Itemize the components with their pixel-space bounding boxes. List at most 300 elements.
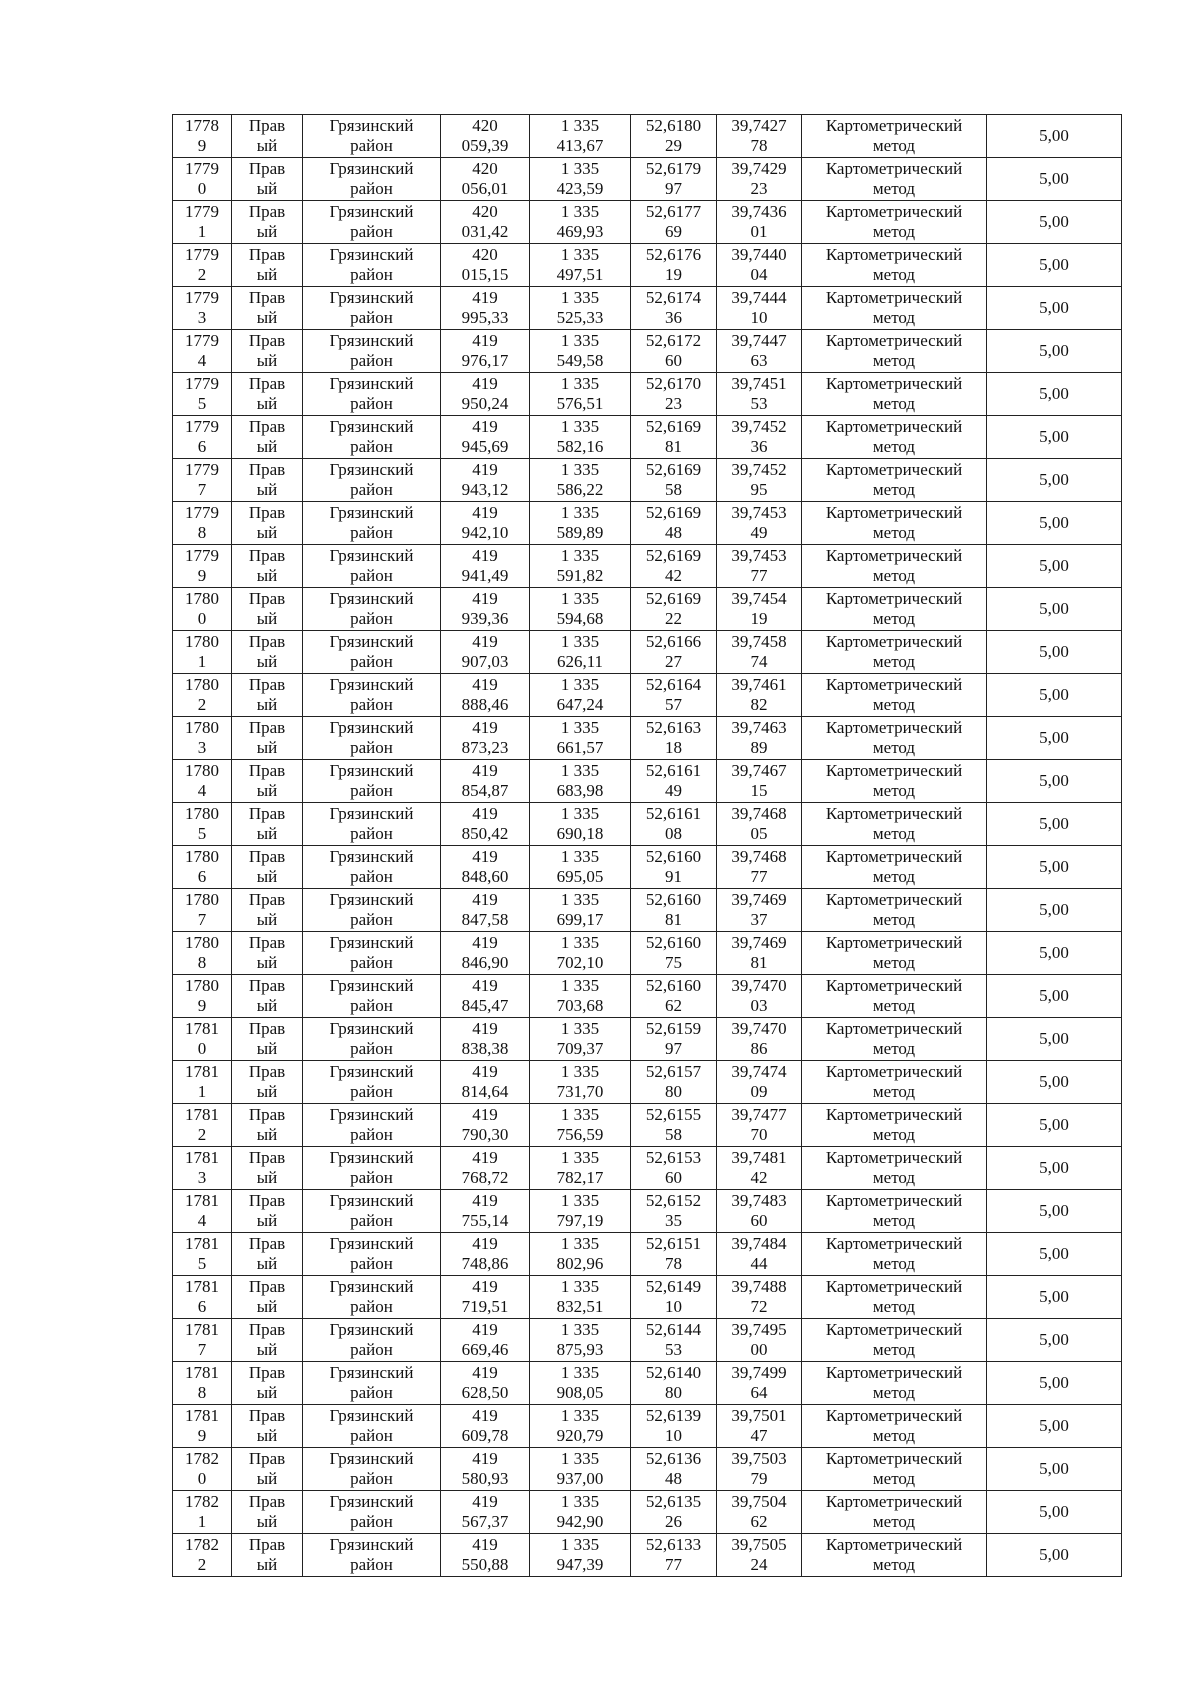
cell-longitude-line-2: 95	[750, 480, 768, 499]
cell-x-coordinate-line-1: 419	[472, 1320, 498, 1339]
cell-district-line-2: район	[350, 222, 393, 241]
cell-district-line-2: район	[350, 1512, 393, 1531]
cell-longitude	[717, 1018, 802, 1061]
cell-accuracy-value	[987, 1276, 1122, 1319]
cell-latitude	[631, 330, 717, 373]
cell-y-coordinate	[530, 115, 631, 158]
cell-y-coordinate-line-2: 582,16	[556, 437, 604, 456]
cell-accuracy-value-text: 5,00	[1039, 943, 1069, 962]
cell-x-coordinate-line-1: 419	[472, 1492, 498, 1511]
cell-district-line-1: Грязинский	[329, 761, 414, 780]
cell-district-line-2: район	[350, 609, 393, 628]
cell-bank-side-line-1: Прав	[248, 1535, 286, 1554]
cell-point-number-line-2: 5	[197, 394, 207, 413]
cell-latitude-line-2: 22	[665, 609, 682, 628]
cell-district	[303, 459, 441, 502]
cell-accuracy-value-text: 5,00	[1039, 986, 1069, 1005]
cell-x-coordinate-line-1: 419	[472, 1363, 498, 1382]
cell-method	[802, 459, 987, 502]
cell-accuracy-value	[987, 244, 1122, 287]
cell-point-number-line-2: 9	[197, 136, 207, 155]
cell-longitude	[717, 502, 802, 545]
cell-accuracy-value	[987, 330, 1122, 373]
table-row	[173, 1534, 1122, 1577]
cell-y-coordinate	[530, 1491, 631, 1534]
cell-x-coordinate	[441, 373, 530, 416]
cell-latitude	[631, 244, 717, 287]
cell-latitude	[631, 717, 717, 760]
cell-longitude	[717, 674, 802, 717]
cell-point-number	[173, 416, 232, 459]
table-row	[173, 287, 1122, 330]
cell-y-coordinate-line-1: 1 335	[560, 718, 600, 737]
cell-y-coordinate	[530, 932, 631, 975]
cell-accuracy-value-text: 5,00	[1039, 384, 1069, 403]
cell-method	[802, 803, 987, 846]
cell-y-coordinate	[530, 1233, 631, 1276]
cell-latitude-line-1: 52,6169	[645, 503, 702, 522]
cell-longitude-line-1: 39,7461	[731, 675, 787, 694]
cell-y-coordinate	[530, 975, 631, 1018]
cell-x-coordinate-line-1: 420	[472, 245, 498, 264]
cell-point-number	[173, 330, 232, 373]
table-row	[173, 1276, 1122, 1319]
cell-district-line-1: Грязинский	[329, 202, 414, 221]
cell-y-coordinate-line-1: 1 335	[560, 159, 600, 178]
cell-district	[303, 1362, 441, 1405]
cell-accuracy-value-text: 5,00	[1039, 298, 1069, 317]
cell-longitude	[717, 1190, 802, 1233]
cell-point-number-line-2: 3	[197, 1168, 207, 1187]
cell-bank-side	[232, 1362, 303, 1405]
cell-latitude	[631, 287, 717, 330]
cell-latitude-line-1: 52,6169	[645, 546, 702, 565]
cell-y-coordinate	[530, 330, 631, 373]
cell-longitude-line-1: 39,7453	[731, 503, 787, 522]
cell-accuracy-value-text: 5,00	[1039, 1545, 1069, 1564]
cell-x-coordinate-line-2: 567,37	[461, 1512, 509, 1531]
cell-bank-side	[232, 115, 303, 158]
cell-y-coordinate-line-1: 1 335	[560, 503, 600, 522]
cell-y-coordinate-line-2: 947,39	[556, 1555, 604, 1574]
table-row	[173, 1018, 1122, 1061]
table-row	[173, 1061, 1122, 1104]
cell-bank-side-line-1: Прав	[248, 1406, 286, 1425]
cell-latitude	[631, 631, 717, 674]
cell-bank-side	[232, 502, 303, 545]
cell-x-coordinate-line-1: 419	[472, 632, 498, 651]
cell-method-line-1: Картометрический	[825, 761, 963, 780]
cell-longitude-line-1: 39,7484	[731, 1234, 787, 1253]
cell-accuracy-value	[987, 631, 1122, 674]
cell-y-coordinate	[530, 287, 631, 330]
cell-point-number-line-1: 1781	[185, 1234, 219, 1253]
cell-point-number-line-2: 5	[197, 1254, 207, 1273]
cell-longitude-line-2: 05	[750, 824, 768, 843]
table-row	[173, 932, 1122, 975]
cell-point-number-line-1: 1779	[185, 202, 219, 221]
cell-method	[802, 1018, 987, 1061]
cell-bank-side	[232, 1190, 303, 1233]
cell-bank-side	[232, 244, 303, 287]
cell-bank-side-line-1: Прав	[248, 374, 286, 393]
cell-latitude	[631, 1534, 717, 1577]
cell-y-coordinate-line-1: 1 335	[560, 1277, 600, 1296]
cell-longitude-line-2: 64	[750, 1383, 768, 1402]
cell-method	[802, 158, 987, 201]
cell-x-coordinate-line-2: 838,38	[461, 1039, 509, 1058]
cell-accuracy-value	[987, 1319, 1122, 1362]
cell-longitude	[717, 588, 802, 631]
cell-district-line-1: Грязинский	[329, 1449, 414, 1468]
cell-district	[303, 1276, 441, 1319]
cell-point-number-line-2: 6	[197, 867, 207, 886]
cell-y-coordinate-line-2: 423,59	[556, 179, 604, 198]
cell-longitude	[717, 545, 802, 588]
cell-accuracy-value-text: 5,00	[1039, 1201, 1069, 1220]
cell-point-number-line-1: 1780	[185, 804, 219, 823]
cell-district-line-1: Грязинский	[329, 245, 414, 264]
cell-accuracy-value	[987, 1448, 1122, 1491]
cell-bank-side-line-1: Прав	[248, 159, 286, 178]
cell-x-coordinate-line-2: 059,39	[461, 136, 509, 155]
cell-accuracy-value-text: 5,00	[1039, 1373, 1069, 1392]
cell-point-number	[173, 631, 232, 674]
cell-point-number-line-2: 2	[197, 1555, 207, 1574]
cell-method-line-1: Картометрический	[825, 116, 963, 135]
cell-accuracy-value-text: 5,00	[1039, 857, 1069, 876]
cell-longitude-line-1: 39,7453	[731, 546, 787, 565]
cell-method-line-1: Картометрический	[825, 718, 963, 737]
cell-longitude	[717, 932, 802, 975]
cell-x-coordinate	[441, 588, 530, 631]
table-row	[173, 1190, 1122, 1233]
cell-x-coordinate	[441, 158, 530, 201]
cell-x-coordinate-line-1: 420	[472, 159, 498, 178]
cell-method-line-2: метод	[872, 394, 916, 413]
cell-district-line-2: район	[350, 1211, 393, 1230]
cell-district-line-1: Грязинский	[329, 1019, 414, 1038]
cell-latitude-line-2: 48	[665, 523, 682, 542]
cell-x-coordinate-line-2: 755,14	[461, 1211, 509, 1230]
cell-bank-side-line-2: ый	[256, 136, 278, 155]
cell-district-line-2: район	[350, 1082, 393, 1101]
cell-point-number-line-2: 9	[197, 1426, 207, 1445]
cell-longitude-line-1: 39,7447	[731, 331, 787, 350]
table-row	[173, 889, 1122, 932]
cell-point-number-line-1: 1782	[185, 1535, 219, 1554]
cell-point-number-line-2: 4	[197, 351, 207, 370]
cell-district	[303, 1147, 441, 1190]
cell-longitude-line-1: 39,7503	[731, 1449, 787, 1468]
cell-method-line-2: метод	[872, 1211, 916, 1230]
cell-x-coordinate-line-1: 419	[472, 761, 498, 780]
cell-accuracy-value-text: 5,00	[1039, 642, 1069, 661]
cell-accuracy-value	[987, 1491, 1122, 1534]
cell-accuracy-value	[987, 1018, 1122, 1061]
cell-method	[802, 1190, 987, 1233]
cell-x-coordinate	[441, 889, 530, 932]
cell-longitude-line-2: 03	[750, 996, 768, 1015]
cell-x-coordinate-line-1: 419	[472, 331, 498, 350]
cell-latitude	[631, 459, 717, 502]
cell-district-line-1: Грязинский	[329, 1535, 414, 1554]
cell-accuracy-value-text: 5,00	[1039, 341, 1069, 360]
cell-y-coordinate-line-2: 731,70	[556, 1082, 604, 1101]
cell-bank-side	[232, 1233, 303, 1276]
cell-point-number-line-1: 1778	[185, 116, 219, 135]
cell-y-coordinate-line-1: 1 335	[560, 1492, 600, 1511]
cell-method-line-1: Картометрический	[825, 589, 963, 608]
cell-x-coordinate-line-1: 419	[472, 1019, 498, 1038]
cell-method	[802, 1362, 987, 1405]
cell-latitude-line-1: 52,6136	[645, 1449, 702, 1468]
cell-method-line-2: метод	[872, 523, 916, 542]
cell-point-number	[173, 115, 232, 158]
cell-bank-side-line-2: ый	[256, 996, 278, 1015]
cell-method-line-1: Картометрический	[825, 1148, 963, 1167]
cell-y-coordinate-line-2: 497,51	[556, 265, 604, 284]
cell-accuracy-value-text: 5,00	[1039, 513, 1069, 532]
cell-method-line-1: Картометрический	[825, 1105, 963, 1124]
cell-district-line-2: район	[350, 1383, 393, 1402]
cell-method-line-1: Картометрический	[825, 374, 963, 393]
cell-point-number-line-2: 9	[197, 566, 207, 585]
cell-method-line-2: метод	[872, 265, 916, 284]
cell-district-line-2: район	[350, 1555, 393, 1574]
cell-longitude-line-1: 39,7495	[731, 1320, 787, 1339]
cell-district-line-2: район	[350, 1039, 393, 1058]
cell-longitude	[717, 889, 802, 932]
cell-latitude-line-2: 60	[665, 351, 682, 370]
cell-accuracy-value-text: 5,00	[1039, 1115, 1069, 1134]
cell-longitude-line-1: 39,7469	[731, 890, 787, 909]
cell-x-coordinate-line-1: 419	[472, 804, 498, 823]
cell-longitude-line-2: 74	[750, 652, 768, 671]
cell-accuracy-value-text: 5,00	[1039, 470, 1069, 489]
cell-district-line-1: Грязинский	[329, 675, 414, 694]
cell-latitude	[631, 158, 717, 201]
cell-latitude-line-2: 78	[665, 1254, 682, 1273]
cell-method-line-2: метод	[872, 910, 916, 929]
cell-district-line-2: район	[350, 136, 393, 155]
cell-longitude	[717, 115, 802, 158]
cell-method	[802, 1276, 987, 1319]
cell-x-coordinate-line-1: 419	[472, 546, 498, 565]
table-row	[173, 330, 1122, 373]
cell-y-coordinate-line-1: 1 335	[560, 1105, 600, 1124]
cell-method	[802, 1405, 987, 1448]
cell-method	[802, 1491, 987, 1534]
cell-point-number	[173, 1018, 232, 1061]
cell-y-coordinate	[530, 416, 631, 459]
cell-x-coordinate	[441, 1362, 530, 1405]
cell-y-coordinate-line-2: 695,05	[556, 867, 604, 886]
table-row	[173, 717, 1122, 760]
table-row	[173, 846, 1122, 889]
cell-point-number	[173, 846, 232, 889]
cell-y-coordinate	[530, 1448, 631, 1491]
cell-method-line-1: Картометрический	[825, 1320, 963, 1339]
cell-longitude-line-2: 01	[750, 222, 768, 241]
table-row	[173, 803, 1122, 846]
cell-y-coordinate	[530, 674, 631, 717]
cell-district-line-1: Грязинский	[329, 1406, 414, 1425]
cell-method-line-2: метод	[872, 222, 916, 241]
cell-longitude-line-1: 39,7488	[731, 1277, 787, 1296]
cell-y-coordinate	[530, 760, 631, 803]
cell-x-coordinate	[441, 1534, 530, 1577]
cell-method-line-2: метод	[872, 351, 916, 370]
cell-district	[303, 1534, 441, 1577]
cell-point-number-line-2: 8	[197, 953, 207, 972]
cell-district-line-1: Грязинский	[329, 460, 414, 479]
cell-district-line-1: Грязинский	[329, 1234, 414, 1253]
cell-point-number	[173, 1276, 232, 1319]
cell-y-coordinate-line-2: 797,19	[556, 1211, 604, 1230]
cell-point-number-line-2: 0	[197, 1469, 207, 1488]
cell-latitude-line-1: 52,6140	[645, 1363, 702, 1382]
cell-longitude	[717, 1491, 802, 1534]
cell-accuracy-value	[987, 803, 1122, 846]
cell-y-coordinate	[530, 1534, 631, 1577]
cell-y-coordinate-line-2: 591,82	[556, 566, 604, 585]
cell-method-line-1: Картометрический	[825, 976, 963, 995]
cell-latitude-line-1: 52,6160	[645, 976, 702, 995]
cell-longitude-line-1: 39,7505	[731, 1535, 787, 1554]
cell-x-coordinate	[441, 115, 530, 158]
cell-x-coordinate-line-1: 419	[472, 589, 498, 608]
cell-district-line-1: Грязинский	[329, 288, 414, 307]
cell-y-coordinate	[530, 1147, 631, 1190]
cell-method-line-1: Картометрический	[825, 1062, 963, 1081]
cell-longitude	[717, 1147, 802, 1190]
cell-y-coordinate-line-1: 1 335	[560, 1449, 600, 1468]
cell-method	[802, 975, 987, 1018]
cell-point-number-line-1: 1780	[185, 632, 219, 651]
cell-y-coordinate-line-2: 942,90	[556, 1512, 604, 1531]
cell-district	[303, 889, 441, 932]
cell-method-line-2: метод	[872, 1254, 916, 1273]
cell-method-line-2: метод	[872, 953, 916, 972]
cell-point-number-line-1: 1781	[185, 1062, 219, 1081]
cell-bank-side-line-1: Прав	[248, 1320, 286, 1339]
cell-y-coordinate-line-2: 576,51	[556, 394, 604, 413]
cell-latitude-line-1: 52,6180	[645, 116, 702, 135]
cell-district	[303, 631, 441, 674]
cell-bank-side-line-2: ый	[256, 1082, 278, 1101]
cell-point-number-line-2: 1	[197, 222, 207, 241]
cell-accuracy-value	[987, 717, 1122, 760]
cell-longitude	[717, 803, 802, 846]
cell-longitude-line-2: 37	[750, 910, 768, 929]
cell-latitude-line-2: 80	[665, 1383, 682, 1402]
cell-district	[303, 975, 441, 1018]
cell-longitude-line-1: 39,7452	[731, 460, 787, 479]
cell-point-number-line-2: 3	[197, 738, 207, 757]
cell-latitude-line-2: 75	[665, 953, 682, 972]
cell-x-coordinate-line-2: 015,15	[461, 265, 509, 284]
cell-latitude-line-2: 62	[665, 996, 682, 1015]
cell-method-line-1: Картометрический	[825, 1449, 963, 1468]
cell-latitude-line-2: 60	[665, 1168, 682, 1187]
cell-longitude-line-2: 09	[750, 1082, 768, 1101]
cell-accuracy-value-text: 5,00	[1039, 255, 1069, 274]
cell-latitude-line-2: 69	[665, 222, 682, 241]
cell-method-line-2: метод	[872, 179, 916, 198]
cell-latitude	[631, 1448, 717, 1491]
cell-longitude	[717, 1362, 802, 1405]
cell-y-coordinate	[530, 1104, 631, 1147]
cell-x-coordinate	[441, 1061, 530, 1104]
cell-point-number	[173, 717, 232, 760]
cell-y-coordinate	[530, 1190, 631, 1233]
cell-method	[802, 244, 987, 287]
cell-district	[303, 1190, 441, 1233]
cell-accuracy-value-text: 5,00	[1039, 900, 1069, 919]
cell-accuracy-value	[987, 459, 1122, 502]
cell-district	[303, 1448, 441, 1491]
cell-latitude-line-2: 23	[665, 394, 682, 413]
cell-latitude	[631, 201, 717, 244]
cell-method	[802, 1319, 987, 1362]
cell-y-coordinate-line-1: 1 335	[560, 1148, 600, 1167]
cell-x-coordinate-line-1: 419	[472, 503, 498, 522]
cell-y-coordinate	[530, 545, 631, 588]
cell-y-coordinate-line-1: 1 335	[560, 202, 600, 221]
cell-longitude	[717, 975, 802, 1018]
cell-method-line-2: метод	[872, 609, 916, 628]
table-row	[173, 760, 1122, 803]
cell-x-coordinate	[441, 674, 530, 717]
cell-y-coordinate-line-1: 1 335	[560, 589, 600, 608]
cell-longitude-line-1: 39,7458	[731, 632, 787, 651]
cell-bank-side	[232, 416, 303, 459]
cell-longitude	[717, 1534, 802, 1577]
cell-bank-side	[232, 1061, 303, 1104]
cell-latitude	[631, 1018, 717, 1061]
cell-accuracy-value	[987, 674, 1122, 717]
cell-x-coordinate-line-1: 420	[472, 116, 498, 135]
cell-accuracy-value-text: 5,00	[1039, 1029, 1069, 1048]
cell-bank-side-line-1: Прав	[248, 976, 286, 995]
cell-district-line-1: Грязинский	[329, 374, 414, 393]
cell-accuracy-value	[987, 201, 1122, 244]
cell-y-coordinate-line-2: 683,98	[556, 781, 604, 800]
cell-accuracy-value-text: 5,00	[1039, 1158, 1069, 1177]
cell-accuracy-value-text: 5,00	[1039, 1502, 1069, 1521]
cell-bank-side	[232, 330, 303, 373]
cell-bank-side	[232, 889, 303, 932]
cell-latitude-line-2: 27	[665, 652, 682, 671]
cell-bank-side	[232, 674, 303, 717]
cell-x-coordinate-line-1: 419	[472, 890, 498, 909]
cell-bank-side	[232, 545, 303, 588]
cell-bank-side	[232, 1276, 303, 1319]
cell-district	[303, 846, 441, 889]
cell-accuracy-value	[987, 846, 1122, 889]
cell-district-line-2: район	[350, 308, 393, 327]
cell-district-line-2: район	[350, 867, 393, 886]
cell-bank-side	[232, 1104, 303, 1147]
cell-bank-side-line-1: Прав	[248, 288, 286, 307]
cell-point-number-line-1: 1779	[185, 159, 219, 178]
cell-latitude	[631, 1319, 717, 1362]
cell-y-coordinate-line-2: 525,33	[556, 308, 604, 327]
cell-latitude-line-1: 52,6151	[645, 1234, 702, 1253]
cell-x-coordinate-line-1: 419	[472, 1277, 498, 1296]
cell-latitude	[631, 760, 717, 803]
